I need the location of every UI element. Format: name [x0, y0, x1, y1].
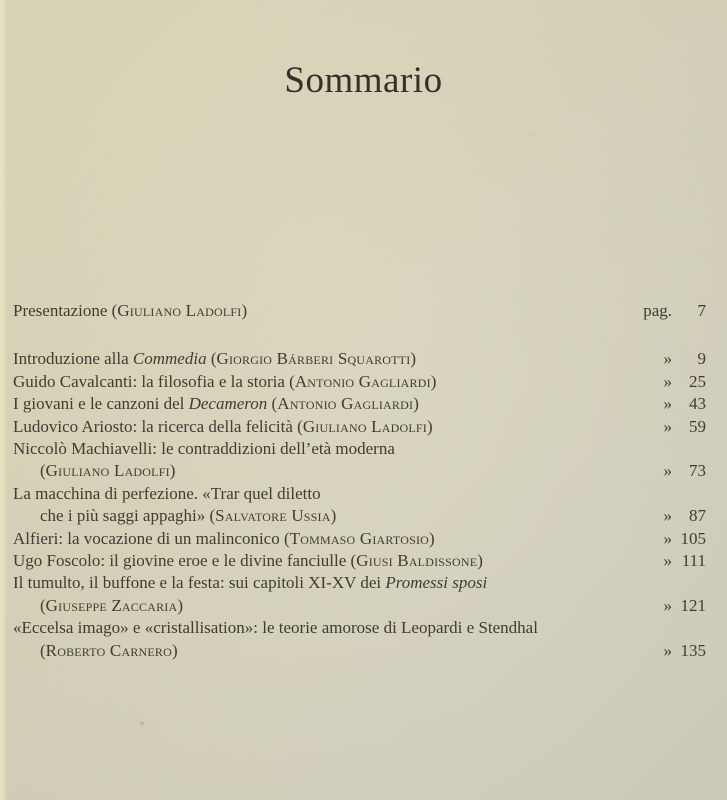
- text-segment: Presentazione (: [13, 301, 118, 320]
- toc-line: [13, 438, 706, 460]
- toc-line: [13, 416, 706, 438]
- page-marker: »: [663, 461, 672, 481]
- text-segment: «Eccelsa imago» e «cristallisation»: le teorie amorose di Leopardi e Stendhal: [13, 618, 538, 638]
- paper-speck: [140, 722, 144, 725]
- text-segment: Giusi Baldissone: [356, 551, 478, 571]
- toc-entry-text: [13, 460, 175, 482]
- text-segment: (: [40, 595, 46, 615]
- page-number: 73: [689, 461, 706, 481]
- text-segment: ): [477, 551, 483, 571]
- page-number: 7: [697, 301, 706, 320]
- page-marker: pag.: [643, 301, 672, 320]
- text-segment: ): [330, 506, 337, 526]
- page-marker: »: [663, 349, 672, 369]
- toc-line: [13, 617, 706, 639]
- toc-line: [13, 483, 706, 505]
- toc-line: [13, 393, 706, 415]
- page-reference: [622, 550, 706, 572]
- page-reference: [622, 505, 706, 527]
- page-reference: [622, 300, 706, 322]
- toc-entry-text: [13, 371, 436, 393]
- text-segment: ): [426, 416, 433, 436]
- toc-entry: [13, 438, 706, 483]
- text-segment: ): [429, 528, 435, 548]
- toc-entry-text: [13, 572, 487, 594]
- text-segment: ): [172, 640, 178, 660]
- toc-entry-text: [13, 300, 247, 322]
- page-marker: »: [663, 595, 672, 615]
- page-reference: [622, 416, 706, 438]
- text-segment: I giovani e le canzoni del: [13, 394, 189, 414]
- text-segment: Tommaso Giartosio: [289, 528, 430, 548]
- page-reference: [622, 528, 706, 550]
- toc-entry: [13, 393, 706, 415]
- text-segment: ): [241, 301, 248, 320]
- text-segment: Giuliano Ladolfi: [302, 416, 427, 436]
- page-reference: [622, 460, 706, 482]
- toc-entry-text: [13, 483, 321, 505]
- toc-line: [13, 505, 706, 527]
- paper-speck: [530, 133, 532, 135]
- toc-list: [13, 300, 706, 662]
- toc-line: [13, 348, 706, 370]
- text-segment: (: [267, 394, 278, 414]
- page-marker: »: [663, 551, 672, 571]
- toc-entry: [13, 348, 706, 370]
- page-reference: [622, 595, 706, 617]
- page-reference: [622, 640, 706, 662]
- text-segment: Promessi sposi: [385, 573, 488, 593]
- text-segment: Ludovico Ariosto: la ricerca della felicità (: [13, 416, 303, 436]
- toc-entry-text: [13, 640, 178, 662]
- toc-entry: [13, 416, 706, 438]
- text-segment: Commedia: [132, 349, 207, 369]
- page-number: 59: [689, 416, 706, 436]
- text-segment: Giorgio Bárberi Squarotti: [216, 349, 411, 369]
- toc-line: [13, 528, 706, 550]
- toc-entry: [13, 483, 706, 528]
- toc-line: [13, 371, 706, 393]
- toc-line: [13, 300, 706, 322]
- page-number: 121: [680, 595, 706, 615]
- text-segment: Antonio Gagliardi: [294, 371, 431, 391]
- text-segment: ): [413, 394, 419, 414]
- text-segment: Alfieri: la vocazione di un malinconico (: [13, 528, 290, 548]
- toc-entry: [13, 572, 706, 617]
- text-segment: ): [177, 595, 184, 615]
- page-number: 9: [697, 349, 706, 369]
- toc-entry: [13, 528, 706, 550]
- text-segment: Guido Cavalcanti: la filosofia e la storia (: [13, 371, 295, 391]
- page-marker: »: [663, 394, 672, 414]
- page-marker: »: [663, 416, 672, 436]
- text-segment: Ugo Foscolo: il giovine eroe e le divine fanciulle (: [13, 551, 357, 571]
- text-segment: (: [40, 461, 46, 481]
- text-segment: Il tumulto, il buffone e la festa: sui capitoli XI-XV dei: [13, 573, 386, 593]
- toc-line: [13, 550, 706, 572]
- toc-entry-text: [13, 416, 433, 438]
- toc-entry-text: [13, 348, 416, 370]
- text-segment: ): [430, 371, 437, 391]
- toc-entry: [13, 617, 706, 662]
- page-number: 105: [680, 528, 706, 548]
- text-segment: La macchina di perfezione. «Trar quel diletto: [13, 483, 321, 503]
- toc-entry: [13, 550, 706, 572]
- toc-entry-text: [13, 438, 395, 460]
- toc-entry: [13, 300, 706, 322]
- toc-entry-text: [13, 617, 538, 639]
- page-number: 111: [681, 551, 706, 571]
- page-marker: »: [663, 506, 672, 526]
- text-segment: che i più saggi appaghi» (: [40, 506, 216, 526]
- toc-line: [13, 595, 706, 617]
- text-segment: Introduzione alla: [13, 349, 133, 369]
- text-segment: Giuliano Ladolfi: [45, 461, 170, 481]
- page-number: 87: [689, 506, 706, 526]
- text-segment: Decameron: [188, 394, 268, 414]
- page-reference: [622, 348, 706, 370]
- page-number: 135: [680, 640, 706, 660]
- page-title: Sommario: [284, 59, 443, 101]
- text-segment: Antonio Gagliardi: [277, 394, 414, 414]
- page-number: 43: [689, 394, 706, 414]
- text-segment: Roberto Carnero: [45, 640, 172, 660]
- toc-line: [13, 460, 706, 482]
- page-marker: »: [663, 371, 672, 391]
- text-segment: (: [206, 349, 217, 369]
- text-segment: Niccolò Machiavelli: le contraddizioni dell’età moderna: [13, 439, 395, 459]
- text-segment: ): [169, 461, 176, 481]
- page-reference: [622, 371, 706, 393]
- page-marker: »: [663, 640, 672, 660]
- page-number: 25: [689, 371, 706, 391]
- paper-left-edge: [0, 0, 7, 800]
- page-marker: »: [663, 528, 672, 548]
- toc-line: [13, 572, 706, 594]
- toc-entry-text: [13, 393, 419, 415]
- toc-entry-text: [13, 528, 435, 550]
- text-segment: (: [40, 640, 46, 660]
- text-segment: Giuliano Ladolfi: [117, 301, 242, 320]
- toc-entry-text: [13, 550, 483, 572]
- toc-line: [13, 640, 706, 662]
- toc-entry: [13, 371, 706, 393]
- text-segment: Salvatore Ussia: [215, 506, 331, 526]
- toc-entry-text: [13, 505, 336, 527]
- toc-entry-text: [13, 595, 183, 617]
- page-reference: [622, 393, 706, 415]
- text-segment: Giuseppe Zaccaria: [45, 595, 178, 615]
- text-segment: ): [410, 349, 417, 369]
